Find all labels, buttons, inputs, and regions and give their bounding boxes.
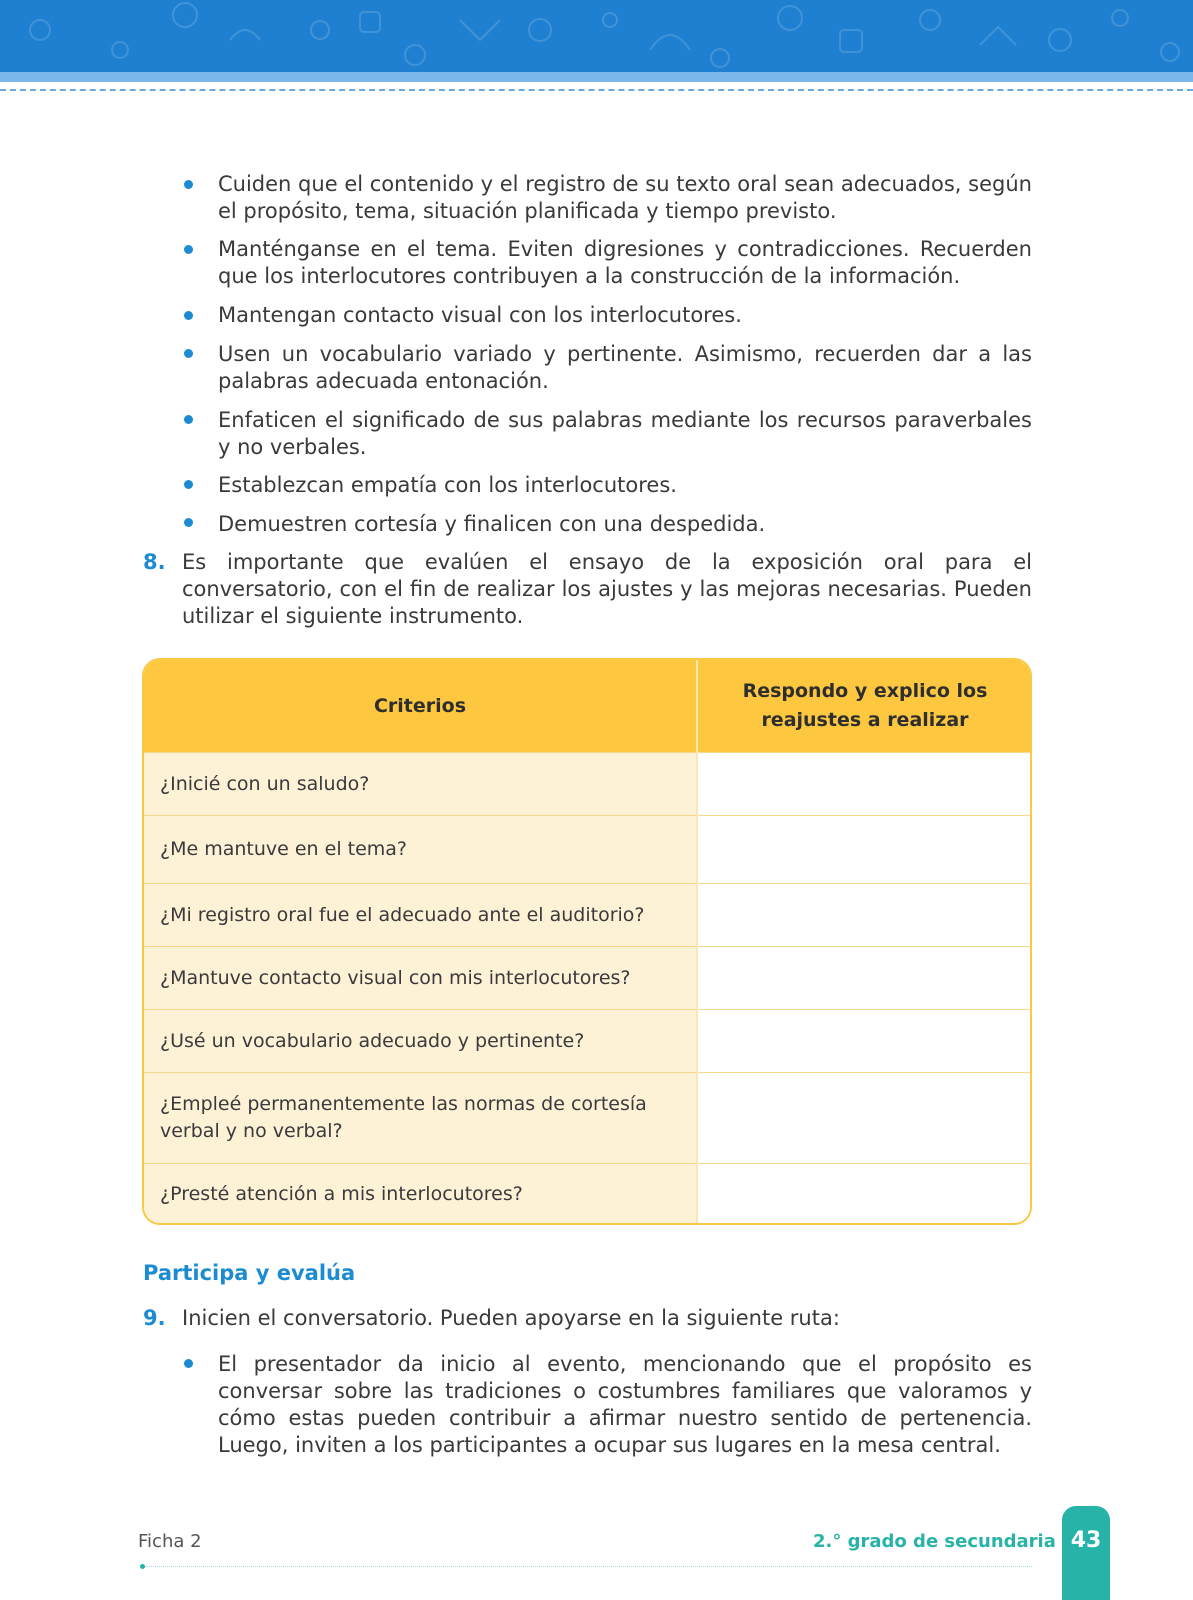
answer-cell[interactable] (698, 1010, 1032, 1072)
list-item: Mantengan contacto visual con los interlocutores. (218, 303, 742, 327)
answer-cell[interactable] (698, 816, 1032, 883)
bullet-dot-icon (184, 311, 193, 320)
item-number: 9. (143, 1306, 166, 1330)
criterion-cell: ¿Me mantuve en el tema? (144, 816, 696, 883)
list-item: Establezcan empatía con los interlocutores. (218, 473, 677, 497)
item-text: Inicien el conversatorio. Pueden apoyarse en la siguiente ruta: (182, 1306, 840, 1330)
item-text: Es importante que evalúen el ensayo de la exposición oral para el conversatorio, con el fin de realizar los ajustes y las mejoras necesarias. Pueden utilizar el siguiente instrumento. (182, 550, 1032, 628)
item-number: 8. (143, 550, 166, 574)
criterion-cell: ¿Empleé permanentemente las normas de cortesía verbal y no verbal? (144, 1073, 696, 1163)
table-row (144, 752, 1030, 815)
table-row (144, 1009, 1030, 1072)
answer-cell[interactable] (698, 947, 1032, 1009)
header-band (0, 0, 1193, 72)
page-number: 43 (1070, 1528, 1102, 1553)
bullet-dot-icon (184, 480, 193, 489)
criterion-cell: ¿Inicié con un saludo? (144, 753, 696, 815)
table-row (144, 1163, 1030, 1225)
header-stripe (0, 72, 1193, 82)
column-header-criterios: Criterios (373, 694, 467, 717)
criterion-cell: ¿Usé un vocabulario adecuado y pertinente? (144, 1010, 696, 1072)
footer-grade-label: 2.° grado de secundaria (813, 1531, 1056, 1552)
answer-cell[interactable] (698, 753, 1032, 815)
bullet-dot-icon (184, 245, 193, 254)
bullet-dot-icon (184, 349, 193, 358)
answer-cell[interactable] (698, 884, 1032, 946)
footer-dot-icon (140, 1564, 145, 1569)
list-item: Usen un vocabulario variado y pertinente. Asimismo, recuerden dar a las palabras adecuada entonación. (218, 342, 1032, 393)
header-dashed-divider (0, 89, 1193, 91)
footer-ficha-label: Ficha 2 (138, 1531, 202, 1552)
list-item: El presentador da inicio al evento, mencionando que el propósito es conversar sobre las tradiciones o costumbres familiares que valoramos y cómo estas pueden contribuir a afirmar nuestro sentido de pertenencia. Luego, inviten a los participantes a ocupar sus lugares en la mesa central. (218, 1352, 1032, 1457)
criterion-cell: ¿Mi registro oral fue el adecuado ante el auditorio? (144, 884, 696, 946)
list-item: Cuiden que el contenido y el registro de su texto oral sean adecuados, según el propósito, tema, situación planificada y tiempo previsto. (218, 172, 1032, 223)
criterion-cell: ¿Mantuve contacto visual con mis interlocutores? (144, 947, 696, 1009)
list-item: Enfaticen el significado de sus palabras mediante los recursos paraverbales y no verbales. (218, 408, 1032, 459)
table-row (144, 815, 1030, 883)
list-item: Demuestren cortesía y finalicen con una despedida. (218, 512, 766, 536)
criteria-table (142, 658, 1032, 1225)
table-row (144, 1072, 1030, 1163)
answer-cell[interactable] (698, 1164, 1032, 1225)
table-row (144, 946, 1030, 1009)
page-number-tab (1062, 1506, 1110, 1600)
column-header-respondo: Respondo y explico los reajustes a realizar (742, 680, 988, 731)
list-item: Manténganse en el tema. Eviten digresiones y contradicciones. Recuerden que los interlocutores contribuyen a la construcción de la información. (218, 237, 1032, 288)
bullet-dot-icon (184, 518, 193, 527)
bullet-dot-icon (184, 180, 193, 189)
section-title: Participa y evalúa (143, 1261, 356, 1285)
column-divider (696, 660, 698, 1223)
footer-dotted-line (143, 1566, 1032, 1567)
answer-cell[interactable] (698, 1073, 1032, 1163)
table-row (144, 883, 1030, 946)
criterion-cell: ¿Presté atención a mis interlocutores? (144, 1164, 696, 1225)
bullet-dot-icon (184, 1359, 193, 1368)
header-doodle-pattern (0, 0, 1193, 72)
bullet-dot-icon (184, 415, 193, 424)
